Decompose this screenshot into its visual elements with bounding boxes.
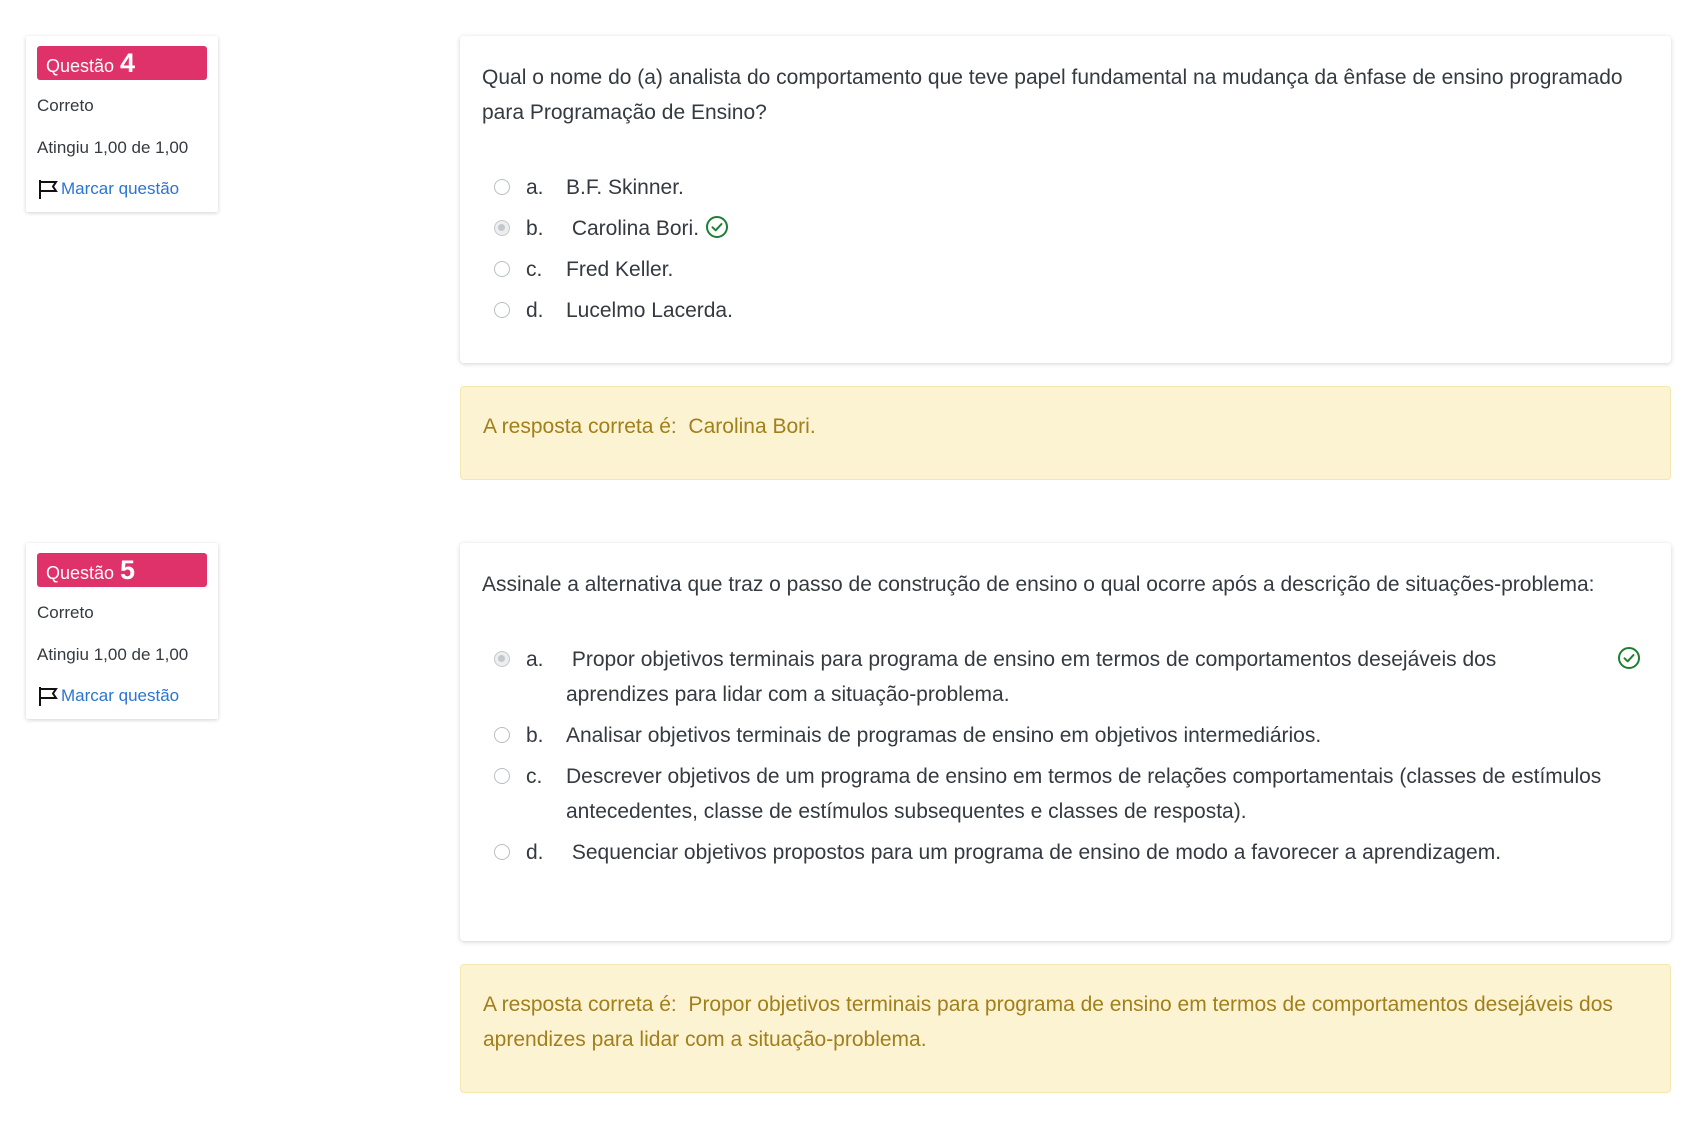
option-text: Descrever objetivos de um programa de ensino em termos de relações comportamentais (classes de estímulos antecedentes, classe de estímulos subsequentes e classes de resposta). xyxy=(566,765,1602,823)
question-number: 4 xyxy=(120,48,136,78)
question-info-4 xyxy=(26,36,218,212)
radio-button[interactable] xyxy=(494,302,510,318)
option-letter: b. xyxy=(526,724,544,747)
question-text: Qual o nome do (a) analista do comportamento que teve papel fundamental na mudança da ênfase de ensino programado para Programação de Ensino? xyxy=(482,66,1623,124)
option-letter: c. xyxy=(526,258,543,281)
question-label: Questão xyxy=(46,56,115,76)
answer-list xyxy=(482,642,1641,870)
option-text: Propor objetivos terminais para programa de ensino em termos de comportamentos desejáveis dos aprendizes para lidar com a situação-problema. xyxy=(566,648,1503,706)
answer-option-c[interactable] xyxy=(482,759,1641,829)
feedback-text: A resposta correta é: Propor objetivos terminais para programa de ensino em termos de comportamentos desejáveis dos aprendizes para lidar com a situação-problema. xyxy=(483,993,1619,1051)
flag-question-link[interactable]: Marcar questão xyxy=(61,179,180,198)
option-letter: d. xyxy=(526,841,544,864)
question-text: Assinale a alternativa que traz o passo de construção de ensino o qual ocorre após a descrição de situações-problema: xyxy=(482,573,1595,596)
option-text: Analisar objetivos terminais de programas de ensino em objetivos intermediários. xyxy=(566,724,1322,747)
option-letter: d. xyxy=(526,299,544,322)
question-grade: Atingiu 1,00 de 1,00 xyxy=(37,138,189,157)
radio-button[interactable] xyxy=(494,727,510,743)
question-info-5 xyxy=(26,543,218,719)
answer-option-d[interactable] xyxy=(482,293,1641,328)
radio-button-selected[interactable] xyxy=(494,651,510,667)
flag-question-button[interactable] xyxy=(37,178,207,200)
answer-list xyxy=(482,170,1641,328)
flag-question-button[interactable] xyxy=(37,685,207,707)
answer-option-b[interactable] xyxy=(482,718,1641,753)
option-letter: a. xyxy=(526,648,544,671)
question-number: 5 xyxy=(120,555,136,585)
radio-button[interactable] xyxy=(494,261,510,277)
option-text: Sequenciar objetivos propostos para um programa de ensino de modo a favorecer a aprendizagem. xyxy=(566,841,1502,864)
flag-icon xyxy=(37,178,59,200)
question-badge xyxy=(37,553,207,587)
option-label: Carolina Bori. xyxy=(566,217,700,240)
question-badge xyxy=(37,46,207,80)
answer-option-b[interactable] xyxy=(482,211,1641,246)
radio-button[interactable] xyxy=(494,768,510,784)
option-letter: c. xyxy=(526,765,543,788)
answer-option-d[interactable] xyxy=(482,835,1641,870)
question-card-5 xyxy=(460,543,1671,941)
feedback-text: A resposta correta é: Carolina Bori. xyxy=(483,415,816,438)
flag-icon xyxy=(37,685,59,707)
option-text: Fred Keller. xyxy=(566,258,674,281)
option-letter: b. xyxy=(526,217,544,240)
answer-option-a[interactable] xyxy=(482,170,1641,205)
option-letter: a. xyxy=(526,176,544,199)
radio-button[interactable] xyxy=(494,179,510,195)
option-text xyxy=(566,211,1641,246)
question-grade: Atingiu 1,00 de 1,00 xyxy=(37,645,189,664)
check-circle-icon xyxy=(705,215,729,239)
correct-answer-feedback xyxy=(460,964,1671,1093)
flag-question-link[interactable]: Marcar questão xyxy=(61,686,180,705)
question-card-4 xyxy=(460,36,1671,363)
check-circle-icon xyxy=(1617,646,1641,670)
radio-button-selected[interactable] xyxy=(494,220,510,236)
option-text: B.F. Skinner. xyxy=(566,176,684,199)
question-state: Correto xyxy=(37,96,94,115)
correct-answer-feedback xyxy=(460,386,1671,480)
radio-button[interactable] xyxy=(494,844,510,860)
question-state: Correto xyxy=(37,603,94,622)
question-label: Questão xyxy=(46,563,115,583)
answer-option-a[interactable] xyxy=(482,642,1641,712)
answer-option-c[interactable] xyxy=(482,252,1641,287)
option-text: Lucelmo Lacerda. xyxy=(566,299,733,322)
